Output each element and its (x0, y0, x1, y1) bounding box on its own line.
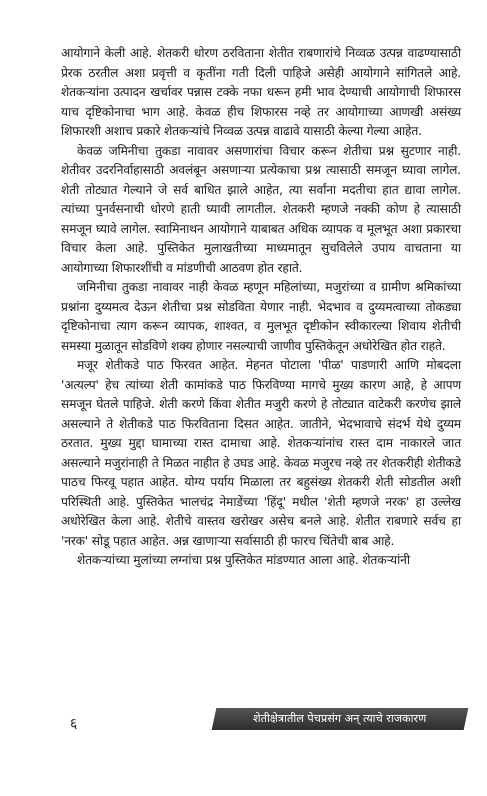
paragraph-4: मजूर शेतीकडे पाठ फिरवत आहेत. मेहनत पोटाला 'पीळ' पाडणारी आणि मोबदला 'अत्यल्प' हेच त्यांच्या शेती कामांकडे पाठ फिरविण्या मागचे मुख्य कारण आहे, हे आपण समजून घेतले पाहिजे. शेती करणे किंवा शेतीत मजुरी करणे हे तोट्यात वाटेकरी करणेच झाले असल्याने ते शेतीकडे पाठ फिरविताना दिसत आहेत. जातीने, भेदभावाचे संदर्भ येथे दुय्यम ठरतात. मुख्य मुद्दा घामाच्या रास्त दामाचा आहे. शेतकऱ्यांनांच रास्त दाम नाकारले जात असल्याने मजुरांनाही ते मिळत नाहीत हे उघड आहे. केवळ मजुरच नव्हे तर शेतकरीही शेतीकडे पाठच फिरवू पहात आहेत. योग्य पर्याय मिळाला तर बहुसंख्य शेतकरी शेती सोडतील अशी परिस्थिती आहे. पुस्तिकेत भालचंद्र नेमाडेंच्या 'हिंदू' मधील 'शेती म्हणजे नरक' हा उल्लेख अधोरेखित केला आहे. शेतीचे वास्तव खरोखर असेच बनले आहे. शेतीत राबणारे सर्वच हा 'नरक' सोडू पहात आहेत. अन्न खाणाऱ्या सर्वासाठी ही फारच चिंतेची बाब आहे. (61, 358, 461, 548)
running-title-banner (212, 708, 469, 730)
paragraph-2: केवळ जमिनीचा तुकडा नावावर असणारांचा विचार करून शेतीचा प्रश्न सुटणार नाही. शेतीवर उदरनिर्वाहासाठी अवलंबून असणाऱ्या प्रत्येकाचा प्रश्न त्यासाठी समजून घ्यावा लागेल. शेती तोट्यात गेल्याने जे सर्व बाधित झाले आहेत, त्या सर्वांना मदतीचा हात द्यावा लागेल. त्यांच्या पुनर्वसनाची धोरणे हाती घ्यावी लागतील. शेतकरी म्हणजे नक्की कोण हे त्यासाठी समजून घ्यावे लागेल. स्वामिनाथन आयोगाने याबाबत अधिक व्यापक व मूलभूत अशा प्रकारचा विचार केला आहे. पुस्तिकेत मुलाखतीच्या माध्यमातून सुचविलेले उपाय वाचताना या आयोगाच्या शिफारशींची व मांडणीची आठवण होत रहाते. (61, 143, 461, 275)
page-footer (0, 704, 487, 732)
paragraph-3: जमिनीचा तुकडा नावावर नाही केवळ म्हणून महिलांच्या, मजुरांच्या व ग्रामीण श्रमिकांच्या प्रश्नांना दुय्यमत्व देऊन शेतीचा प्रश्न सोडविता येणार नाही. भेदभाव व दुय्यमत्वाच्या तोकड्या दृष्टिकोनाचा त्याग करून व्यापक, शाश्वत, व मुलभूत दृष्टीकोन स्वीकारल्या शिवाय शेतीची समस्या मुळातून सोडविणे शक्य होणार नसल्याची जाणीव पुस्तिकेतून अधोरेखित होत राहते. (61, 280, 461, 353)
page-number: ६ (70, 716, 78, 732)
running-title-text: शेतीक्षेत्रातील पेचप्रसंग अन् त्याचे राजकारण (253, 712, 427, 725)
body-text (61, 44, 461, 571)
paragraph-1: आयोगाने केली आहे. शेतकरी धोरण ठरविताना शेतीत राबणारांचे निव्वळ उत्पन्न वाढण्यासाठी प्रेरक ठरतील अशा प्रवृत्ती व कृतींना गती दिली पाहिजे असेही आयोगाने सांगितले आहे. शेतकऱ्यांना उत्पादन खर्चावर पन्नास टक्के नफा धरून हमी भाव देण्याची आयोगाची शिफारस याच दृष्टिकोनाचा भाग आहे. केवळ हीच शिफारस नव्हे तर आयोगाच्या आणखी असंख्य शिफारशी अशाच प्रकारे शेतकऱ्यांचे निव्वळ उत्पन्न वाढावे यासाठी केल्या गेल्या आहेत. (61, 46, 461, 138)
paragraph-5: शेतकऱ्यांच्या मुलांच्या लग्नांचा प्रश्न पुस्तिकेत मांडण्यात आला आहे. शेतकऱ्यांनी (77, 553, 410, 567)
